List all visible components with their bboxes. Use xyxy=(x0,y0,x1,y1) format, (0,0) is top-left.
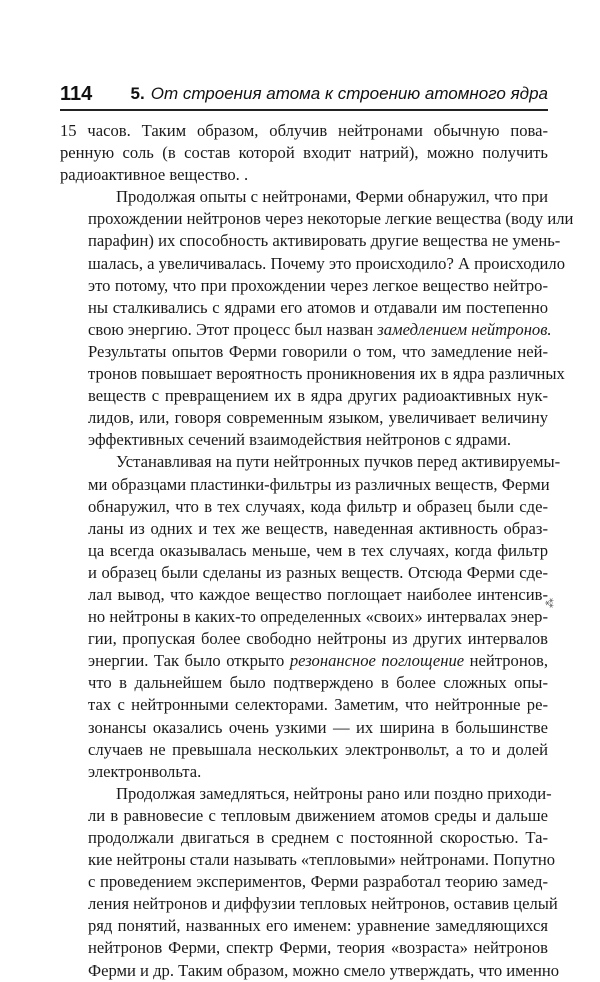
paragraph-3 xyxy=(60,451,561,782)
text-line: электронвольта. xyxy=(88,761,202,781)
scan-margin-mark-icon: ⁂ xyxy=(545,598,556,608)
text-line: ми образцами пластинки-фильтры из различных веществ, Ферми xyxy=(88,474,550,494)
text-line: ны сталкивались с ядрами его атомов и отдавали им постепенно xyxy=(88,297,548,317)
text-line: зонансы оказались очень узкими — их ширина в большинстве xyxy=(88,717,548,737)
text-line: тах с нейтронными селекторами. Заметим, что нейтронные ре- xyxy=(88,695,548,715)
text-line: гии, пропуская более свободно нейтроны из других интервалов xyxy=(88,629,548,649)
text-run: энергии. Так было открыто xyxy=(88,651,290,671)
text-line: Устанавливая на пути нейтронных пучков перед активируемы- xyxy=(116,452,561,472)
text-line: что в дальнейшем было подтверждено в более сложных опы- xyxy=(88,673,548,693)
emphasis-term: резонансное поглощение xyxy=(289,651,465,671)
text-line: случаев не превышала нескольких электронвольт, а то и долей xyxy=(88,739,548,759)
text-line: лал вывод, что каждое вещество поглощает наиболее интенсив- xyxy=(88,584,548,604)
text-run: нейтронов, xyxy=(464,651,548,671)
text-line-emphasis xyxy=(60,319,552,341)
text-line: тронов повышает вероятность проникновения их в ядра различных xyxy=(88,364,565,384)
text-line: и образец были сделаны из разных веществ. Отсюда Ферми сде- xyxy=(88,562,548,582)
text-line: обнаружил, что в тех случаях, кода фильтр и образец были сде- xyxy=(88,496,548,516)
text-line: продолжали двигаться в среднем с постоянной скоростью. Та- xyxy=(88,828,548,847)
text-line: Продолжая замедляться, нейтроны рано или поздно приходи- xyxy=(116,783,552,803)
text-line: ца всегда оказывалась меньше, чем в тех случаях, когда фильтр xyxy=(88,540,548,560)
text-line: лидов, или, говоря современным языком, увеличивает величину xyxy=(88,408,548,428)
text-line: парафин) их способность активировать другие вещества не умень- xyxy=(88,231,561,251)
text-line: но нейтроны в каких-то определенных «своих» интервалах энер- xyxy=(88,607,548,627)
paragraph-1 xyxy=(60,120,548,186)
page-number: 114 xyxy=(60,83,93,105)
page-header xyxy=(60,78,548,106)
text-line: нейтронов Ферми, спектр Ферми, теория «возраста» нейтронов xyxy=(88,938,548,958)
body-text xyxy=(60,120,574,982)
text-line: радиоактивное вещество. . xyxy=(60,165,249,185)
text-line: ряд понятий, названных его именем: уравнение замедляющихся xyxy=(88,916,548,936)
text-line: шалась, а увеличивалась. Почему это происходило? А происходило xyxy=(88,253,565,273)
text-line: с проведением экспериментов, Ферми разработал теорию замед- xyxy=(88,872,548,892)
running-head xyxy=(131,82,548,106)
text-run: свою энергию. Этот процесс был назван xyxy=(88,319,378,339)
text-line: 15 часов. Таким образом, облучив нейтронами обычную пова- xyxy=(60,121,548,140)
text-line: прохождении нейтронов через некоторые легкие вещества (воду или xyxy=(88,209,574,229)
text-line: кие нейтроны стали называть «тепловыми» нейтронами. Попутно xyxy=(88,850,556,870)
text-line: Результаты опытов Ферми говорили о том, что замедление ней- xyxy=(88,341,548,361)
text-line: эффективных сечений взаимодействия нейтронов с ядрами. xyxy=(88,430,511,450)
text-line: ланы из одних и тех же веществ, наведенная активность образ- xyxy=(88,518,548,538)
emphasis-term: замедлением нейтронов. xyxy=(377,319,552,339)
text-line: это потому, что при прохождении через легкое вещество нейтро- xyxy=(88,275,548,295)
text-line: Продолжая опыты с нейтронами, Ферми обнаружил, что при xyxy=(116,187,548,207)
header-rule xyxy=(60,109,548,111)
text-line: Ферми и др. Таким образом, можно смело утверждать, что именно xyxy=(88,960,560,980)
chapter-number: 5. xyxy=(130,84,145,103)
paragraph-2 xyxy=(60,186,574,451)
text-line: ления нейтронов и диффузии тепловых нейтронов, оставив целый xyxy=(88,894,558,914)
text-line: ренную соль (в состав которой входит натрий), можно получить xyxy=(60,143,548,163)
text-line-emphasis xyxy=(60,650,548,672)
chapter-title: От строения атома к строению атомного ядра xyxy=(150,84,548,103)
text-line: веществ с превращением их в ядра других радиоактивных нук- xyxy=(88,386,548,406)
paragraph-4 xyxy=(60,783,560,982)
text-line: ли в равновесие с тепловым движением атомов среды и дальше xyxy=(88,805,548,825)
